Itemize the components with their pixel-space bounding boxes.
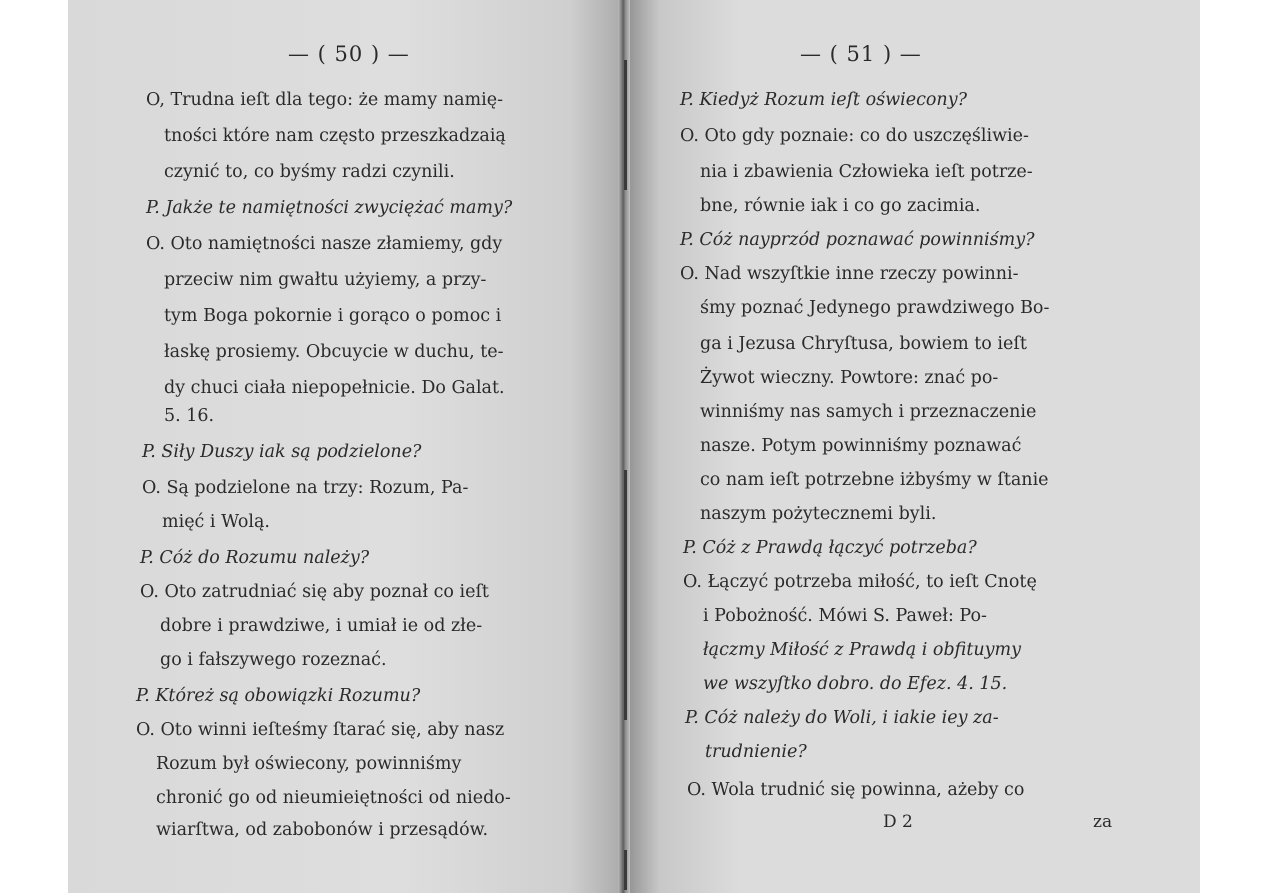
text-line: mięć i Wolą. bbox=[162, 512, 270, 532]
text-line: wiarſtwa, od zabobonów i przesądów. bbox=[156, 820, 489, 840]
text-line: Żywot wieczny. Powtore: znać po- bbox=[700, 368, 999, 388]
text-line: winniśmy nas samych i przeznaczenie bbox=[700, 402, 1037, 422]
text-line: trudnienie? bbox=[705, 742, 807, 762]
text-line: we wszyſtko dobro. do Efez. 4. 15. bbox=[703, 674, 1008, 694]
text-line: O. Nad wszyſtkie inne rzeczy powinni- bbox=[680, 264, 1019, 284]
binding-thread bbox=[624, 60, 627, 190]
text-line: O. Łączyć potrzeba miłość, to ieſt Cnotę bbox=[683, 572, 1037, 592]
text-line: nasze. Potym powinniśmy poznawać bbox=[700, 436, 1022, 456]
text-line: tności które nam często przeszkadzaią bbox=[164, 126, 506, 146]
text-line: O. Wola trudnić się powinna, ażeby co bbox=[687, 780, 1025, 800]
page-number-50: — ( 50 ) — bbox=[288, 42, 410, 66]
text-line: Rozum był oświecony, powinniśmy bbox=[156, 754, 462, 774]
text-line: czynić to, co byśmy radzi czynili. bbox=[164, 162, 455, 182]
question-line: P. Siły Duszy iak są podzielone? bbox=[142, 442, 422, 462]
text-line: łaskę prosiemy. Obcuycie w duchu, te- bbox=[164, 342, 504, 362]
catchword: za bbox=[1093, 812, 1113, 832]
text-line: O. Oto zatrudniać się aby poznał co ieſt bbox=[140, 582, 489, 602]
question-line: P. Cóż z Prawdą łączyć potrzeba? bbox=[683, 538, 977, 558]
text-line: O. Są podzielone na trzy: Rozum, Pa- bbox=[142, 478, 469, 498]
text-line: ga i Jezusa Chryſtusa, bowiem to ieſt bbox=[700, 334, 1027, 354]
text-line: naszym pożytecznemi byli. bbox=[700, 504, 937, 524]
question-line: P. Cóż nayprzód poznawać powinniśmy? bbox=[680, 230, 1035, 250]
text-line: go i fałszywego rozeznać. bbox=[160, 650, 387, 670]
question-line: P. Kiedyż Rozum ieſt oświecony? bbox=[680, 90, 967, 110]
text-line: O. Oto winni ieſteśmy ſtarać się, aby nasz bbox=[136, 720, 505, 740]
left-page bbox=[68, 0, 625, 893]
signature-mark: D 2 bbox=[883, 812, 913, 832]
text-line: łączmy Miłość z Prawdą i obfituymy bbox=[703, 640, 1022, 660]
book-scan bbox=[68, 0, 1200, 893]
binding-thread bbox=[624, 470, 627, 720]
question-line: P. Któreż są obowiązki Rozumu? bbox=[136, 686, 421, 706]
text-line: O. Oto gdy poznaie: co do uszczęśliwie- bbox=[680, 126, 1029, 146]
text-line: chronić go od nieumieiętności od niedo- bbox=[156, 788, 511, 808]
text-line: tym Boga pokornie i gorąco o pomoc i bbox=[164, 306, 502, 326]
text-line: O. Oto namiętności nasze złamiemy, gdy bbox=[146, 234, 503, 254]
text-line: 5. 16. bbox=[164, 406, 215, 426]
text-line: O, Trudna ieſt dla tego: że mamy namię- bbox=[146, 90, 504, 110]
question-line: P. Jakże te namiętności zwyciężać mamy? bbox=[146, 198, 513, 218]
text-line: co nam ieſt potrzebne iżbyśmy w ſtanie bbox=[700, 470, 1049, 490]
binding-thread bbox=[624, 850, 627, 890]
right-page bbox=[625, 0, 1200, 893]
text-line: przeciw nim gwałtu użyiemy, a przy- bbox=[164, 270, 487, 290]
page-number-51: — ( 51 ) — bbox=[800, 42, 922, 66]
question-line: P. Cóż należy do Woli, i iakie iey za- bbox=[685, 708, 999, 728]
text-line: dobre i prawdziwe, i umiał ie od złe- bbox=[160, 616, 483, 636]
text-line: dy chuci ciała niepopełnicie. Do Galat. bbox=[164, 378, 505, 398]
text-line: śmy poznać Jedynego prawdziwego Bo- bbox=[700, 298, 1050, 318]
text-line: bne, równie iak i co go zacimia. bbox=[700, 196, 981, 216]
text-line: i Pobożność. Mówi S. Paweł: Po- bbox=[703, 606, 987, 626]
text-line: nia i zbawienia Człowieka ieſt potrze- bbox=[700, 162, 1033, 182]
question-line: P. Cóż do Rozumu należy? bbox=[140, 548, 370, 568]
